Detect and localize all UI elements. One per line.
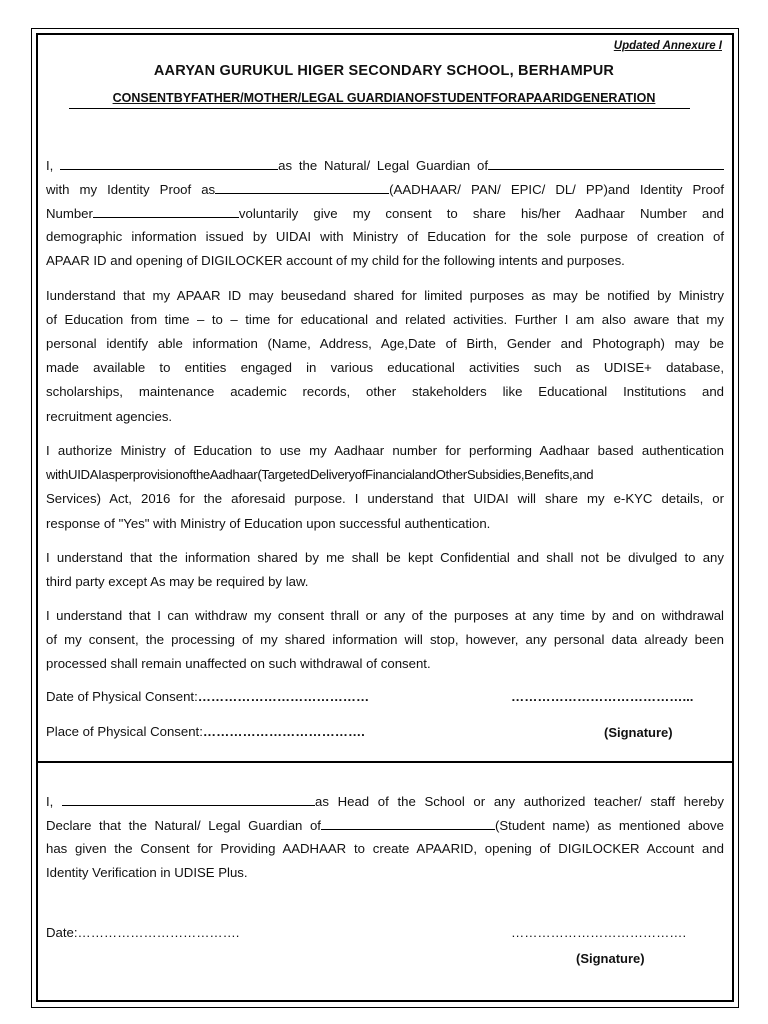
para2-line-4: made available to entities engaged in various educational activities such as UDISE+ database, (46, 360, 724, 375)
text-identity-proof: with my Identity Proof as (46, 182, 216, 197)
text-head-of-school: as Head of the School or any authorized teacher/ staff hereby (315, 794, 724, 809)
para3-line-1: I authorize Ministry of Education to use my Aadhaar number for performing Aadhaar based authentication (46, 443, 724, 458)
date-of-consent (46, 689, 369, 704)
text-i: I, (46, 794, 54, 809)
date-of-consent-label: Date of Physical Consent: (46, 689, 198, 704)
guardian-line-1 (46, 156, 724, 175)
para2-line-5: scholarships, maintenance academic records, other stakeholders like Educational Institutions and (46, 384, 724, 399)
form-title-underline (69, 108, 690, 109)
identity-proof-field[interactable] (215, 180, 389, 194)
head-name-field[interactable] (62, 792, 315, 806)
school-name: AARYAN GURUKUL HIGER SECONDARY SCHOOL, BERHAMPUR (153, 63, 615, 79)
head-line-1 (46, 792, 724, 811)
head-line-2 (46, 816, 724, 835)
place-of-consent (46, 724, 365, 739)
guardian-signature-label: (Signature) (604, 725, 673, 740)
head-line-4: Identity Verification in UDISE Plus. (46, 865, 248, 880)
guardian-name-field[interactable] (60, 156, 278, 170)
text-student-name: (Student name) as mentioned above (494, 818, 724, 833)
guardian-line-2 (46, 180, 724, 199)
section-divider (36, 761, 734, 763)
head-date-field[interactable]: ………………………………. (77, 925, 240, 940)
para5-line-2: of my consent, the processing of my shared information will stop, however, any personal data already been (46, 632, 724, 647)
text-consent: voluntarily give my consent to share his/her Aadhaar Number and (238, 206, 724, 221)
place-of-consent-label: Place of Physical Consent: (46, 724, 203, 739)
para2-line-1: Iunderstand that my APAAR ID may beusedand shared for limited purposes as may be notified by Ministry (46, 288, 724, 303)
guardian-signature-field[interactable]: …………………………………... (511, 689, 694, 704)
para2-line-3: personal identify able information (Name, Address, Age,Date of Birth, Gender and Photograph) may be (46, 336, 724, 351)
para4-line-2: third party except As may be required by law. (46, 574, 309, 589)
annexure-label: Updated Annexure I (613, 40, 722, 52)
para5-line-1: I understand that I can withdraw my consent thrall or any of the purposes at any time by and on withdrawal (46, 608, 724, 623)
head-date (46, 925, 239, 940)
text-declare: Declare that the Natural/ Legal Guardian of (46, 818, 321, 833)
text-id-types: (AADHAAR/ PAN/ EPIC/ DL/ PP)and Identity Proof (389, 182, 724, 197)
form-title: CONSENTBYFATHER/MOTHER/LEGAL GUARDIANOFSTUDENTFORAPAARIDGENERATION (112, 91, 656, 105)
para3-line-2: withUIDAIasperprovisionoftheAadhaar(TargetedDeliveryofFinancialandOtherSubsidies,Benefits,and (46, 467, 594, 482)
guardian-line-5: APAAR ID and opening of DIGILOCKER account of my child for the following intents and purposes. (46, 253, 625, 268)
para5-line-3: processed shall remain unaffected on such withdrawal of consent. (46, 656, 431, 671)
para3-line-3: Services) Act, 2016 for the aforesaid purpose. I understand that UIDAI will share my e-KYC details, or (46, 491, 724, 506)
text-natural-guardian: as the Natural/ Legal Guardian of (278, 158, 488, 173)
guardian-line-4: demographic information issued by UIDAI with Ministry of Education for the sole purpose of creation of (46, 229, 724, 244)
head-signature-field[interactable]: …………………………………. (511, 925, 687, 940)
text-i: I, (46, 158, 54, 173)
head-signature-label: (Signature) (576, 951, 645, 966)
para2-line-6: recruitment agencies. (46, 409, 173, 424)
guardian-line-3 (46, 204, 724, 223)
child-name-field[interactable] (488, 156, 724, 170)
text-number: Number (46, 206, 93, 221)
place-of-consent-field[interactable]: ………………………………. (202, 724, 365, 739)
para3-line-4: response of "Yes" with Ministry of Education upon successful authentication. (46, 516, 491, 531)
para2-line-2: of Education from time – to – time for educational and related activities. Further I am also aware that my (46, 312, 724, 327)
head-line-3: has given the Consent for Providing AADHAAR to create APAARID, opening of DIGILOCKER Account and (46, 841, 724, 856)
date-of-consent-field[interactable]: ………………………………… (197, 689, 370, 704)
student-name-field[interactable] (321, 816, 495, 830)
identity-number-field[interactable] (93, 204, 239, 218)
para4-line-1: I understand that the information shared by me shall be kept Confidential and shall not be divulged to any (46, 550, 724, 565)
head-date-label: Date: (46, 925, 78, 940)
